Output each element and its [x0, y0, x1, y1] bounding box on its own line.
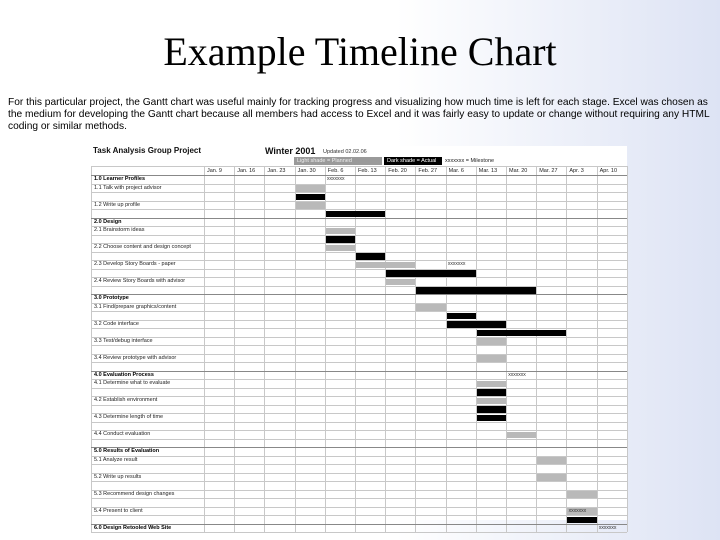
section-label: 6.0 Design Retooled Web Site: [94, 524, 172, 531]
grid-hline: [91, 226, 627, 227]
grid-hline: [91, 481, 627, 482]
legend-milestone-label: xxxxxxx = Milestone: [445, 158, 495, 164]
actual-bar: [567, 517, 596, 524]
section-label: 2.0 Design: [94, 218, 122, 225]
actual-bar: [477, 330, 567, 337]
task-label: 1.2 Write up profile: [94, 201, 141, 208]
grid-hline: [91, 362, 627, 363]
grid-hline: [91, 345, 627, 346]
section-label: 5.0 Results of Evaluation: [94, 448, 160, 454]
date-label: Feb. 13: [358, 167, 377, 174]
planned-bar: [567, 491, 596, 498]
grid-hline: [91, 422, 627, 423]
grid-vline: [204, 166, 205, 532]
date-label: Jan. 9: [207, 167, 222, 174]
grid-hline: [91, 388, 627, 389]
actual-bar: [296, 194, 325, 201]
actual-bar: [447, 321, 506, 328]
gantt-chart: [91, 146, 627, 531]
grid-hline: [91, 192, 627, 193]
grid-vline: [446, 166, 447, 532]
date-label: Mar. 13: [478, 167, 498, 174]
planned-bar: [326, 245, 355, 252]
grid-vline: [264, 166, 265, 532]
grid-hline: [91, 294, 627, 295]
planned-bar: [296, 202, 325, 209]
task-label: 5.1 Analyze result: [94, 456, 138, 463]
section-label: 1.0 Learner Profiles: [94, 176, 146, 182]
task-label: 5.4 Present to client: [94, 507, 143, 514]
task-label: 3.3 Test/debug interface: [94, 337, 153, 344]
gantt-updated: Updated 02.02.06: [323, 149, 367, 155]
task-label: 4.2 Establish environment: [94, 397, 158, 403]
milestone-marker: xxxxxxx: [598, 524, 617, 531]
date-label: Feb. 6: [327, 167, 344, 174]
actual-bar: [356, 253, 385, 260]
task-label: 4.3 Determine length of time: [94, 414, 164, 420]
task-label: 1.1 Talk with project advisor: [94, 184, 162, 191]
section-label: 4.0 Evaluation Process: [94, 371, 154, 378]
grid-hline: [91, 439, 627, 440]
grid-vline: [597, 166, 598, 532]
grid-hline: [91, 532, 627, 533]
slide-description: For this particular project, the Gantt chart was useful mainly for tracking progress and visualizing how much time is left for each stage. Excel was chosen as the medium for developing the Gantt chart because all members had access to Excel and it was fairly easy to update or change without requiring any HTML coding or similar methods.: [8, 97, 710, 132]
grid-hline: [91, 464, 627, 465]
planned-bar: [416, 304, 445, 311]
grid-vline: [415, 166, 416, 532]
grid-hline: [91, 515, 627, 516]
actual-bar: [447, 313, 476, 320]
grid-hline: [91, 379, 627, 380]
legend-planned-swatch: [294, 157, 382, 165]
task-label: 4.4 Conduct evaluation: [94, 431, 151, 437]
milestone-marker: xxxxxxx: [326, 176, 345, 182]
grid-hline: [91, 269, 627, 270]
date-label: Jan. 30: [297, 167, 316, 174]
actual-bar: [477, 415, 506, 422]
gantt-title: Task Analysis Group Project: [93, 146, 202, 155]
grid-vline: [355, 166, 356, 532]
grid-hline: [91, 201, 627, 202]
slide-title: Example Timeline Chart: [163, 29, 557, 74]
grid-hline: [91, 524, 627, 525]
task-label: 3.2 Code interface: [94, 320, 139, 327]
grid-hline: [91, 498, 627, 499]
grid-hline: [91, 184, 627, 185]
grid-hline: [91, 371, 627, 372]
gantt-term: Winter 2001: [265, 146, 316, 156]
date-label: Jan. 23: [267, 167, 286, 174]
date-label: Feb. 20: [388, 167, 407, 174]
grid-vline: [325, 166, 326, 532]
grid-hline: [91, 507, 627, 508]
milestone-marker: xxxxxxx: [568, 507, 586, 514]
grid-vline: [234, 166, 235, 532]
legend-planned-label: Light shade = Planned: [297, 158, 352, 164]
actual-bar: [386, 270, 476, 277]
planned-bar: [326, 228, 355, 235]
date-label: Jan. 16: [237, 167, 256, 174]
grid-vline: [506, 166, 507, 532]
legend-actual-swatch: [384, 157, 442, 165]
date-label: Apr. 3: [569, 167, 584, 174]
task-label: 2.1 Brainstorm ideas: [94, 227, 145, 233]
section-label: 3.0 Prototype: [94, 295, 129, 301]
task-label: 3.4 Review prototype with advisor: [94, 354, 177, 361]
planned-bar: [477, 398, 506, 405]
task-label: 5.3 Recommend design changes: [94, 490, 175, 497]
grid-hline: [91, 320, 627, 321]
grid-hline: [91, 175, 627, 176]
planned-bar: [477, 381, 506, 388]
grid-vline: [385, 166, 386, 532]
grid-hline: [91, 430, 627, 431]
task-label: 4.1 Determine what to evaluate: [94, 380, 171, 386]
task-label: 2.2 Choose content and design concept: [94, 244, 191, 250]
date-label: Mar. 27: [539, 167, 558, 174]
date-label: Apr. 10: [599, 167, 618, 174]
grid-vline: [476, 166, 477, 532]
grid-hline: [91, 413, 627, 414]
task-label: 3.1 Find/prepare graphics/content: [94, 303, 177, 310]
task-label: 2.3 Develop Story Boards - paper: [94, 261, 176, 267]
grid-hline: [91, 218, 627, 219]
actual-bar: [477, 389, 506, 396]
milestone-marker: xxxxxxx: [447, 261, 466, 267]
grid-hline: [91, 286, 627, 287]
date-label: Mar. 6: [448, 167, 464, 174]
grid-hline: [91, 311, 627, 312]
grid-vline: [566, 166, 567, 532]
planned-bar: [386, 279, 415, 286]
grid-hline: [91, 235, 627, 236]
grid-vline: [627, 166, 628, 532]
planned-bar: [507, 432, 536, 439]
date-label: Feb. 27: [418, 167, 438, 174]
planned-bar: [356, 262, 415, 269]
planned-bar: [477, 355, 506, 362]
planned-bar: [537, 457, 566, 464]
actual-bar: [416, 287, 536, 294]
actual-bar: [326, 211, 385, 218]
grid-vline: [91, 166, 92, 532]
task-label: 2.4 Review Story Boards with advisor: [94, 278, 186, 284]
planned-bar: [477, 338, 506, 345]
grid-vline: [295, 166, 296, 532]
grid-hline: [91, 396, 627, 397]
milestone-marker: xxxxxxx: [508, 371, 526, 378]
planned-bar: [537, 474, 566, 481]
grid-hline: [91, 447, 627, 448]
date-label: Mar. 20: [509, 167, 528, 174]
task-label: 5.2 Write up results: [94, 473, 142, 480]
legend-actual-label: Dark shade = Actual: [387, 158, 437, 164]
actual-bar: [477, 406, 506, 413]
grid-hline: [91, 405, 627, 406]
actual-bar: [326, 236, 355, 243]
planned-bar: [296, 185, 325, 192]
grid-hline: [91, 337, 627, 338]
